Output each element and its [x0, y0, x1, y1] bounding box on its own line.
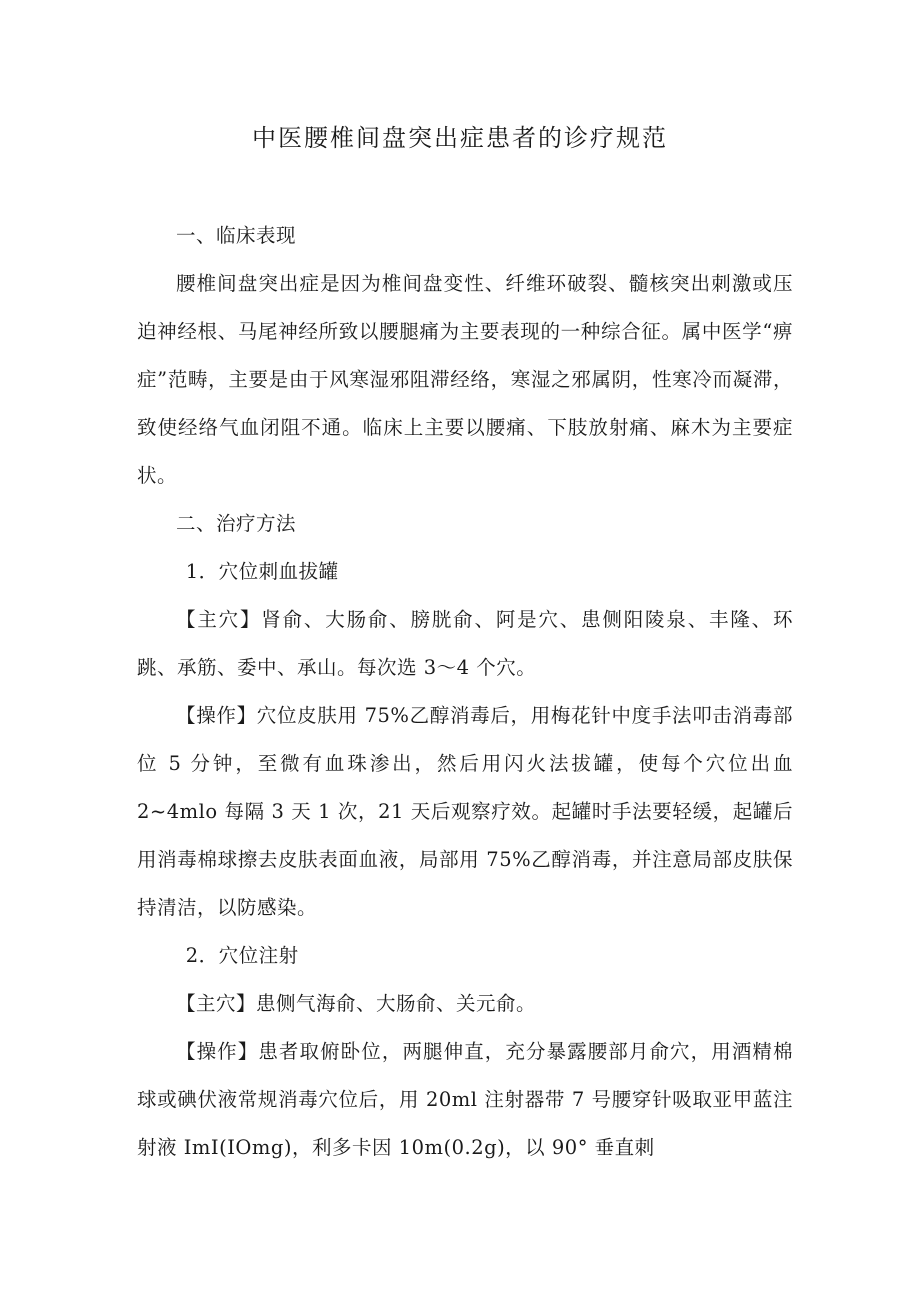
- section-heading-clinical: 一、临床表现: [176, 224, 297, 247]
- paragraph-clinical-description: 腰椎间盘突出症是因为椎间盘变性、纤维环破裂、髓核突出刺激或压迫神经根、马尾神经所致以腰腿痛为主要表现的一种综合征。属中医学“痹症”范畴，主要是由于风寒湿邪阻滞经络，寒湿之邪属阴，性寒冷而凝滞，致使经络气血闭阻不通。临床上主要以腰痛、下肢放射痛、麻木为主要症状。: [137, 272, 793, 487]
- paragraph-cupping-operation: 【操作】穴位皮肤用 75%乙醇消毒后，用梅花针中度手法叩击消毒部位 5 分钟，至微有血珠渗出，然后用闪火法拔罐，使每个穴位出血 2~4mlo 每隔 3 天 1 次，21 天后观察疗效。起罐时手法要轻缓，起罐后用消毒棉球擦去皮肤表面血液，局部用 75%乙醇消毒，并注意局部皮肤保持清洁，以防感染。: [137, 704, 793, 919]
- paragraph-cupping-points: 【主穴】肾俞、大肠俞、膀胱俞、阿是穴、患侧阳陵泉、丰隆、环跳、承筋、委中、承山。每次选 3～4 个穴。: [137, 608, 793, 679]
- paragraph-injection-operation: 【操作】患者取俯卧位，两腿伸直，充分暴露腰部月俞穴，用酒精棉球或碘伏液常规消毒穴位后，用 20ml 注射器带 7 号腰穿针吸取亚甲蓝注射液 ImI(IOmg)，利多卡因 10m(0.2g)，以 90° 垂直刺: [137, 1040, 793, 1159]
- paragraph-injection-points: 【主穴】患侧气海俞、大肠俞、关元俞。: [176, 992, 537, 1015]
- document-body: [137, 212, 793, 1172]
- subheading-cupping: 1．穴位刺血拔罐: [185, 560, 339, 583]
- section-heading-treatment: 二、治疗方法: [176, 512, 297, 535]
- page-title: 中医腰椎间盘突出症患者的诊疗规范: [252, 124, 668, 152]
- subheading-injection: 2．穴位注射: [185, 944, 299, 967]
